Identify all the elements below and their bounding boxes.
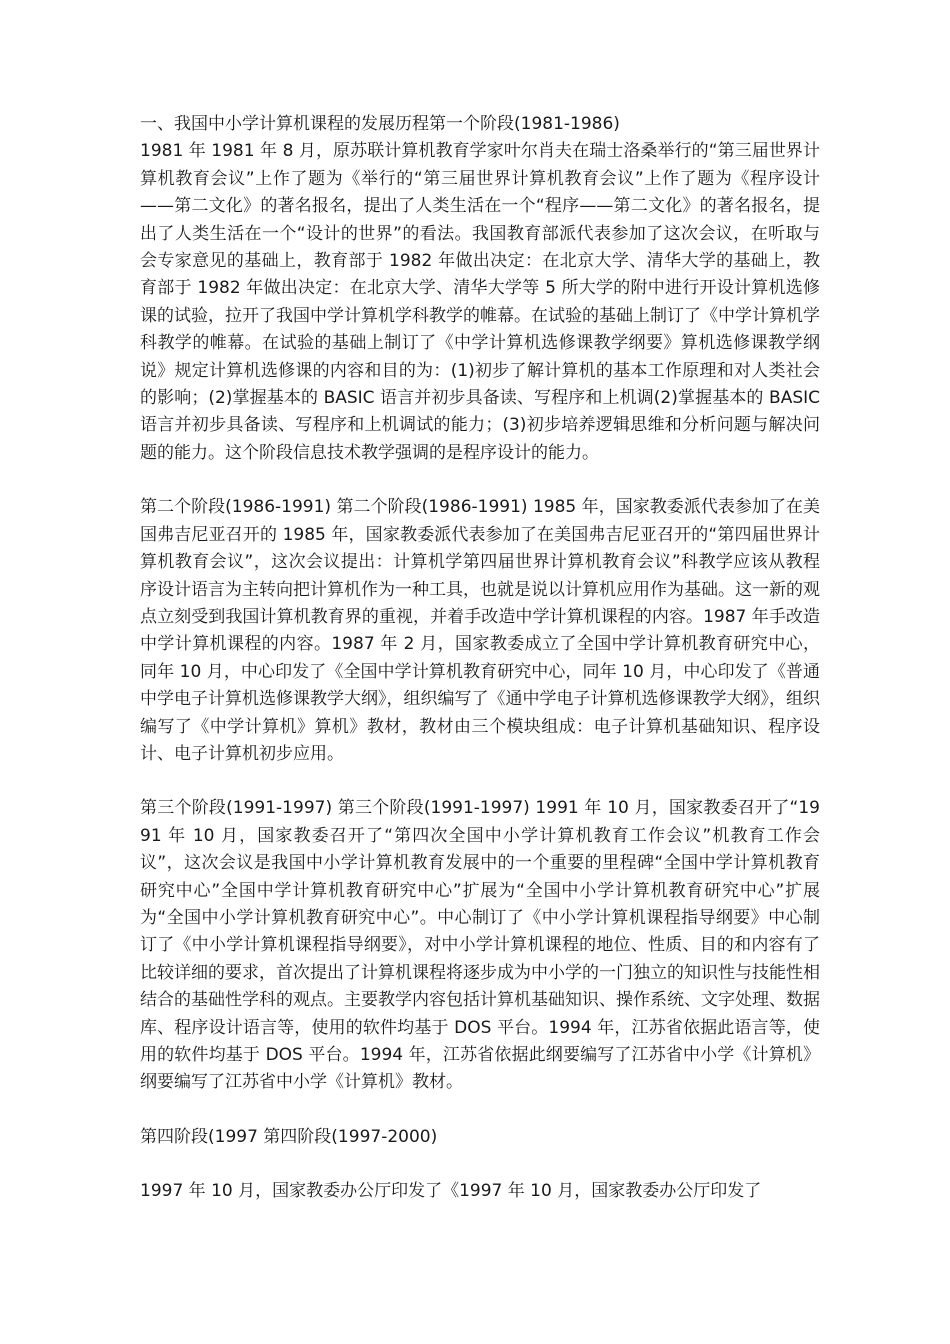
paragraph-stage-4-heading: 第四阶段(1997 第四阶段(1997-2000) xyxy=(140,1126,438,1147)
paragraph-stage-3: 第三个阶段(1991-1997) 第三个阶段(1991-1997) 1991 年 10 月，国家教委召开了“1991 年 10 月，国家教委召开了“第四次全国中小学计算机教育工作会议”机教育工作会议”，这次会议是我国中小学计算机教育发展中的一个重要的里程碑“全国中学计算机教育研究中心”全国中学计算机教育研究中心”扩展为“全国中小学计算机教育研究中心”扩展为“全国中小学计算机教育研究中心”。中心制订了《中小学计算机课程指导纲要》中心制订了《中小学计算机课程指导纲要》，对中小学计算机课程的地位、性质、目的和内容有了比较详细的要求，首次提出了计算机课程将逐步成为中小学的一门独立的知识性与技能性相结合的基础性学科的观点。主要教学内容包括计算机基础知识、操作系统、文字处理、数据库、程序设计语言等，使用的软件均基于 DOS 平台。1994 年，江苏省依据此语言等，使用的软件均基于 DOS 平台。1994 年，江苏省依据此纲要编写了江苏省中小学《计算机》纲要编写了江苏省中小学《计算机》教材。 xyxy=(140,798,820,1093)
document-body xyxy=(140,111,820,1206)
paragraph-stage-2: 第二个阶段(1986-1991) 第二个阶段(1986-1991) 1985 年，国家教委派代表参加了在美国弗吉尼亚召开的 1985 年，国家教委派代表参加了在美国弗吉尼亚召开的“第四届世界计算机教育会议”，这次会议提出：计算机学第四届世界计算机教育会议”科教学应该从教程序设计语言为主转向把计算机作为一种工具，也就是说以计算机应用作为基础。这一新的观点立刻受到我国计算机教育界的重视，并着手改造中学计算机课程的内容。1987 年手改造中学计算机课程的内容。1987 年 2 月，国家教委成立了全国中学计算机教育研究中心，同年 10 月，中心印发了《全国中学计算机教育研究中心，同年 10 月，中心印发了《普通中学电子计算机选修课教学大纲》，组织编写了《通中学电子计算机选修课教学大纲》，组织编写了《中学计算机》算机》教材，教材由三个模块组成：电子计算机基础知识、程序设计、电子计算机初步应用。 xyxy=(140,497,820,764)
section-heading: 一、我国中小学计算机课程的发展历程第一个阶段(1981-1986) xyxy=(140,114,620,134)
paragraph-stage-1: 1981 年 1981 年 8 月，原苏联计算机教育学家叶尔肖夫在瑞士洛桑举行的“第三届世界计算机教育会议”上作了题为《举行的“第三届世界计算机教育会议”上作了题为《程序设计——第二文化》的著名报名，提出了人类生活在一个“程序——第二文化》的著名报名，提出了人类生活在一个“设计的世界”的看法。我国教育部派代表参加了这次会议，在听取与会专家意见的基础上，教育部于 1982 年做出决定：在北京大学、清华大学的基础上，教育部于 1982 年做出决定：在北京大学、清华大学等 5 所大学的附中进行开设计算机选修课的试验，拉开了我国中学计算机学科教学的帷幕。在试验的基础上制订了《中学计算机学科教学的帷幕。在试验的基础上制订了《中学计算机选修课教学纲要》算机选修课教学纲说》规定计算机选修课的内容和目的为：(1)初步了解计算机的基本工作原理和对人类社会的影响；(2)掌握基本的 BASIC 语言并初步具备读、写程序和上机调(2)掌握基本的 BASIC 语言并初步具备读、写程序和上机调试的能力；(3)初步培养逻辑思维和分析问题与解决问题的能力。这个阶段信息技术教学强调的是程序设计的能力。 xyxy=(140,141,820,463)
paragraph-stage-4-text: 1997 年 10 月，国家教委办公厅印发了《1997 年 10 月，国家教委办公厅印发了 xyxy=(140,1181,762,1202)
